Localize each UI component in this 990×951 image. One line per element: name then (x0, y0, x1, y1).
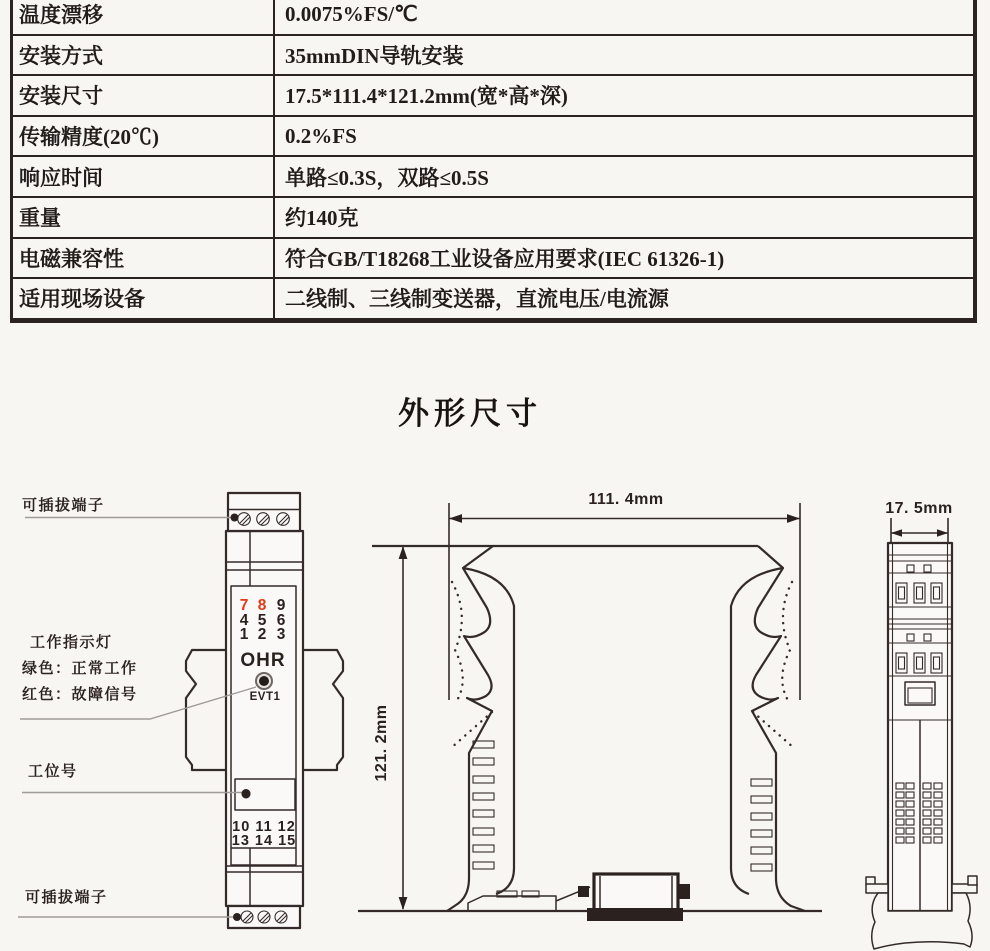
vent-slots-right (751, 779, 772, 871)
terminal-number: 2 (257, 626, 267, 643)
dim-depth-text: 121. 2mm (373, 704, 390, 782)
spec-label: 安装尺寸 (12, 75, 275, 116)
dim-width (885, 500, 953, 546)
label-red-fault: 红色：故障信号 (22, 686, 138, 703)
terminal-number: 9 (276, 597, 286, 614)
module-front-body (226, 493, 303, 928)
leader-lines (18, 514, 256, 922)
brand-logo: OHR (240, 650, 286, 671)
side-view (358, 491, 822, 921)
spec-value: 符合GB/T18268工业设备应用要求(IEC 61326-1) (274, 238, 975, 279)
status-led (256, 673, 272, 689)
spec-label: 电磁兼容性 (12, 238, 275, 279)
spec-value: 约140克 (274, 197, 975, 238)
end-view (866, 500, 977, 949)
spec-value: 二线制、三线制变送器，直流电压/电流源 (274, 278, 975, 320)
dim-height (449, 491, 800, 700)
dim-height-text: 111. 4mm (588, 491, 664, 508)
rail-foot (468, 887, 590, 911)
spec-value: 35mmDIN导轨安装 (274, 35, 975, 76)
spec-label: 传输精度(20℃) (12, 116, 275, 157)
dim-depth (373, 546, 407, 910)
terminal-number: 5 (257, 612, 267, 629)
terminal-number: 6 (276, 612, 286, 629)
label-work-indicator: 工作指示灯 (30, 634, 113, 651)
terminal-number: 8 (257, 597, 267, 614)
spec-label: 重量 (12, 197, 275, 238)
spec-label: 安装方式 (12, 35, 275, 76)
label-pluggable-terminal-top: 可插拔端子 (22, 497, 105, 514)
vent-slots-left (473, 741, 494, 869)
label-green-normal: 绿色：正常工作 (22, 660, 138, 677)
dim-width-text: 17. 5mm (885, 500, 953, 517)
spec-label: 温度漂移 (12, 0, 275, 35)
spec-value: 17.5*111.4*121.2mm(宽*高*深) (274, 75, 975, 116)
end-view-body (866, 543, 977, 949)
terminal-number: 1 (239, 626, 249, 643)
terminal-numbers-row: 13 14 15 (231, 833, 297, 849)
spec-label: 响应时间 (12, 156, 275, 197)
case-outline (358, 546, 822, 921)
spec-value: 单路≤0.3S，双路≤0.5S (274, 156, 975, 197)
label-pluggable-terminal-bottom: 可插拔端子 (25, 889, 108, 906)
label-station-tag: 工位号 (28, 763, 78, 780)
terminal-number: 4 (239, 612, 249, 629)
din-clip (578, 874, 690, 921)
terminal-numbers-row: 10 11 12 (232, 819, 296, 835)
terminal-numbers-top (240, 597, 286, 643)
spec-value: 0.0075%FS/℃ (274, 0, 975, 35)
terminal-number: 3 (276, 626, 286, 643)
spec-label: 适用现场设备 (12, 278, 275, 320)
front-view (18, 493, 343, 928)
led-label: EVT1 (249, 691, 281, 703)
section-title: 外形尺寸 (398, 396, 542, 431)
terminal-number: 7 (239, 597, 249, 614)
spec-value: 0.2%FS (274, 116, 975, 157)
